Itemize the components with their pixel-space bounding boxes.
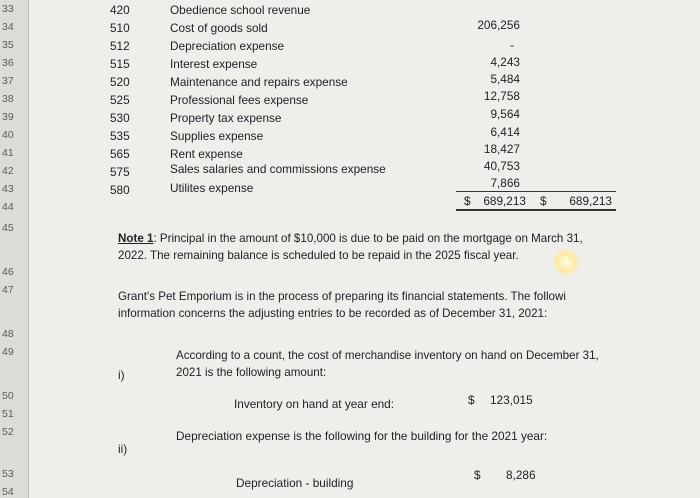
intro-line: Grant's Pet Emporium is in the process of preparing its financial statements. The followi xyxy=(118,290,566,303)
account-description[interactable]: Interest expense xyxy=(170,57,258,71)
row-number[interactable]: 41 xyxy=(2,147,14,159)
screen-glare xyxy=(552,248,580,276)
total-double-rule xyxy=(456,209,616,211)
currency-symbol: $ xyxy=(464,194,471,208)
account-number[interactable]: 512 xyxy=(110,39,130,53)
row-number[interactable]: 52 xyxy=(2,426,14,438)
inventory-label[interactable]: Inventory on hand at year end: xyxy=(234,397,395,411)
inventory-value[interactable]: 123,015 xyxy=(490,393,533,407)
row-number[interactable]: 35 xyxy=(2,39,14,51)
credit-total[interactable]: 689,213 xyxy=(569,194,612,208)
row-number[interactable]: 54 xyxy=(2,486,14,498)
amount-cell[interactable]: 7,866 xyxy=(490,176,520,190)
amount-cell[interactable]: 4,243 xyxy=(490,55,520,69)
note-1[interactable] xyxy=(118,230,583,264)
row-number-gutter xyxy=(0,0,29,498)
account-number[interactable]: 575 xyxy=(110,165,130,179)
account-description[interactable]: Depreciation expense xyxy=(170,39,285,53)
row-number[interactable]: 40 xyxy=(2,129,14,141)
row-number[interactable]: 53 xyxy=(2,468,14,480)
intro-paragraph[interactable] xyxy=(118,288,566,322)
account-number[interactable]: 520 xyxy=(110,75,130,89)
amount-cell[interactable]: 40,753 xyxy=(483,159,520,173)
item-1-text[interactable] xyxy=(176,347,599,381)
row-number[interactable]: 49 xyxy=(2,346,14,358)
row-number[interactable]: 43 xyxy=(2,183,14,195)
row-number[interactable]: 33 xyxy=(2,3,14,15)
row-number[interactable]: 34 xyxy=(2,21,14,33)
row-number[interactable]: 47 xyxy=(2,284,14,296)
row-number[interactable]: 44 xyxy=(2,201,14,213)
account-number[interactable]: 535 xyxy=(110,129,130,143)
account-description[interactable]: Professional fees expense xyxy=(170,93,309,107)
amount-cell[interactable]: 206,256 xyxy=(477,18,520,32)
row-number[interactable]: 48 xyxy=(2,328,14,340)
row-number[interactable]: 45 xyxy=(2,222,14,234)
row-number[interactable]: 42 xyxy=(2,165,14,177)
note-text: : Principal in the amount of $10,000 is due to be paid on the mortgage on March 31, xyxy=(153,232,583,245)
subtotal-rule xyxy=(456,191,616,192)
row-number[interactable]: 50 xyxy=(2,390,14,402)
note-label: Note 1 xyxy=(118,232,154,245)
amount-cell[interactable]: - xyxy=(510,38,514,52)
item-line: According to a count, the cost of merchandise inventory on hand on December 31, xyxy=(176,349,599,362)
currency-symbol: $ xyxy=(474,468,481,482)
account-description[interactable]: Obedience school revenue xyxy=(170,3,311,17)
note-text: 2022. The remaining balance is scheduled to be repaid in the 2025 fiscal year. xyxy=(118,249,519,262)
account-number[interactable]: 525 xyxy=(110,93,130,107)
intro-line: information concerns the adjusting entries to be recorded as of December 31, 2021: xyxy=(118,307,548,320)
currency-symbol: $ xyxy=(468,393,475,407)
currency-symbol: $ xyxy=(540,194,547,208)
depreciation-label[interactable]: Depreciation - building xyxy=(236,476,354,490)
row-number[interactable]: 36 xyxy=(2,57,14,69)
account-number[interactable]: 420 xyxy=(110,3,130,17)
depreciation-value[interactable]: 8,286 xyxy=(506,468,536,482)
account-description[interactable]: Supplies expense xyxy=(170,129,264,143)
item-marker: i) xyxy=(118,368,125,382)
amount-cell[interactable]: 9,564 xyxy=(490,107,520,121)
account-description[interactable]: Property tax expense xyxy=(170,111,282,125)
amount-cell[interactable]: 12,758 xyxy=(483,89,520,103)
account-number[interactable]: 565 xyxy=(110,147,130,161)
account-description[interactable]: Sales salaries and commissions expense xyxy=(170,162,386,176)
account-description[interactable]: Maintenance and repairs expense xyxy=(170,75,348,89)
account-number[interactable]: 580 xyxy=(110,183,130,197)
row-number[interactable]: 46 xyxy=(2,266,14,278)
amount-cell[interactable]: 6,414 xyxy=(490,125,520,139)
item-line: 2021 is the following amount: xyxy=(176,366,327,379)
amount-cell[interactable]: 18,427 xyxy=(483,142,520,156)
account-description[interactable]: Utilites expense xyxy=(170,181,254,195)
row-number[interactable]: 37 xyxy=(2,75,14,87)
row-number[interactable]: 39 xyxy=(2,111,14,123)
row-number[interactable]: 51 xyxy=(2,408,14,420)
account-number[interactable]: 530 xyxy=(110,111,130,125)
account-number[interactable]: 510 xyxy=(110,21,130,35)
row-number[interactable]: 38 xyxy=(2,93,14,105)
account-number[interactable]: 515 xyxy=(110,57,130,71)
item-marker: ii) xyxy=(118,442,128,456)
debit-total[interactable]: 689,213 xyxy=(483,194,526,208)
item-2-text[interactable]: Depreciation expense is the following for the building for the 2021 year: xyxy=(176,429,548,443)
amount-cell[interactable]: 5,484 xyxy=(490,72,520,86)
account-description[interactable]: Cost of goods sold xyxy=(170,21,268,35)
account-description[interactable]: Rent expense xyxy=(170,147,243,161)
